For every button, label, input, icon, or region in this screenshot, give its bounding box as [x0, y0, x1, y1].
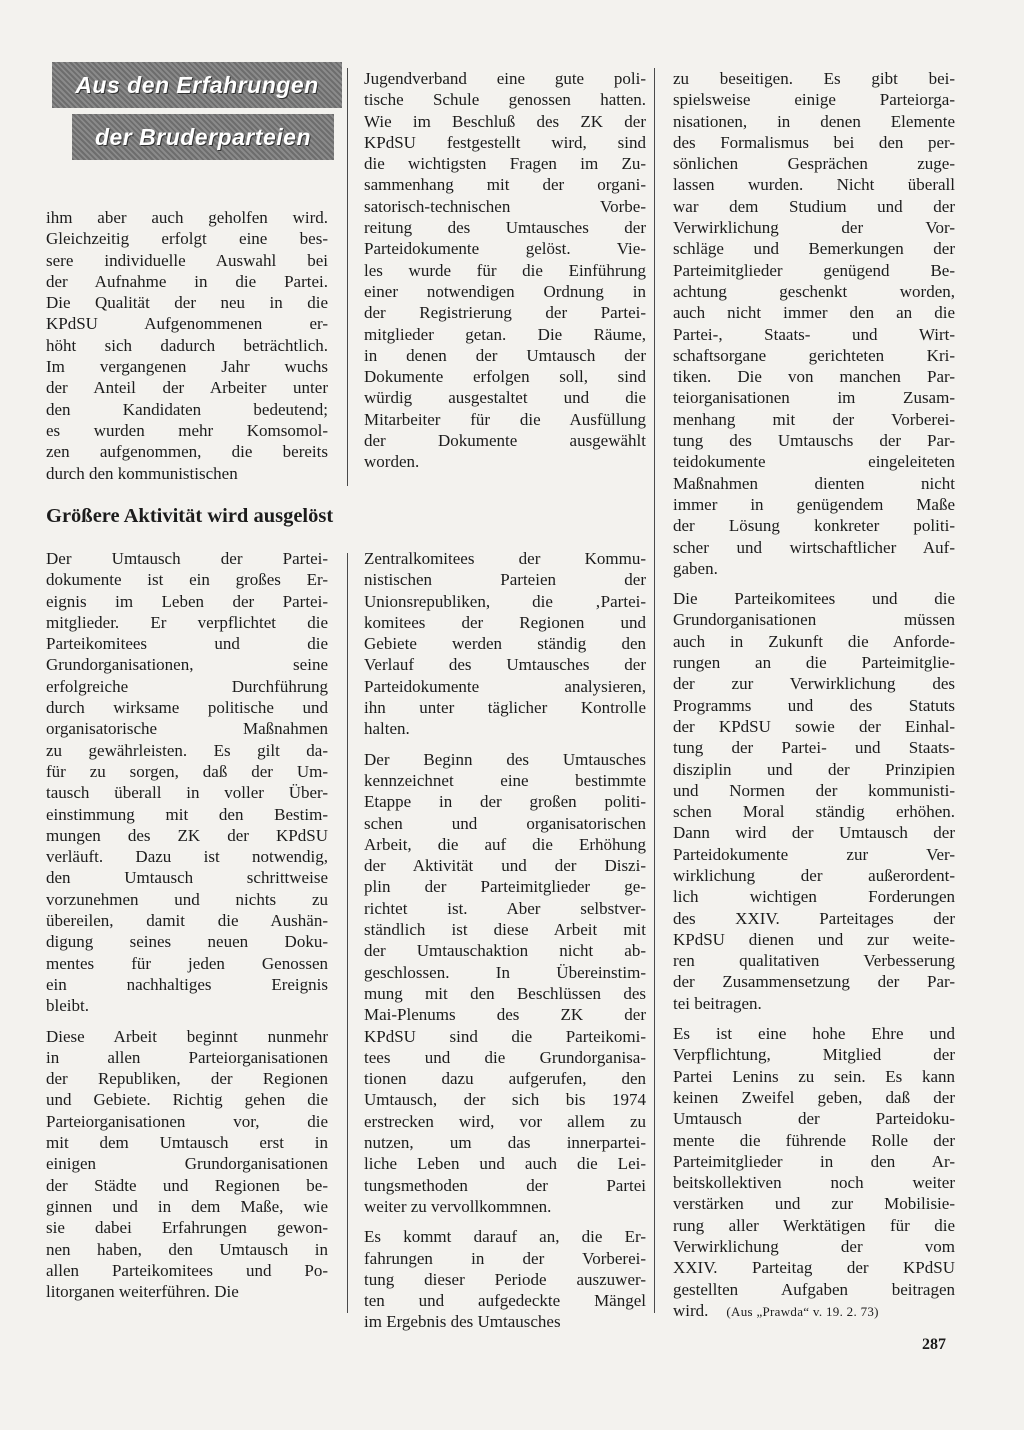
text-line: gaben.: [673, 558, 718, 578]
text-line: der Registrierung der Partei-: [364, 303, 646, 323]
text-line: ihm aber auch geholfen wird.: [46, 208, 328, 227]
text-line: Parteidokumente analysieren,: [364, 676, 646, 696]
text-line: tionen dazu aufgerufen, den: [364, 1069, 646, 1089]
text-line: Verwirklichung der Vor-: [673, 218, 955, 238]
text-line: Programms und des Statuts: [673, 695, 955, 715]
text-line: satorisch-technischen Vorbe-: [364, 196, 646, 216]
text-line: Der Beginn des Umtausches: [364, 749, 646, 769]
text-line: im Ergebnis des Umtausches: [364, 1312, 561, 1332]
text-line: Parteidokumente gelöst. Vie-: [364, 239, 646, 259]
paragraph: [364, 1226, 646, 1332]
right-column: [673, 68, 955, 1331]
text-line: tungsmethoden der Partei: [364, 1175, 646, 1195]
text-line: ein nachhaltiges Ereignis: [46, 974, 328, 994]
column-divider: [347, 553, 348, 1313]
text-line: Die Qualität der neu in die: [46, 293, 328, 313]
text-line: Verpflichtung, Mitglied der: [673, 1045, 955, 1065]
text-line: Die Parteikomitees und die: [673, 589, 955, 609]
text-line: sie dabei Erfahrungen gewon-: [46, 1218, 328, 1238]
text-line: nutzen, um das innerpartei-: [364, 1133, 646, 1153]
text-line: allen Parteikomitees und Po-: [46, 1260, 328, 1280]
text-line: in allen Parteiorganisationen: [46, 1047, 328, 1067]
text-line: tausch überall in voller Über-: [46, 783, 328, 803]
text-line: Umtausch der Parteidoku-: [673, 1109, 955, 1129]
text-line: nisationen, in denen Elemente: [673, 111, 955, 131]
paragraph: [673, 68, 955, 579]
text-line: kennzeichnet eine bestimmte: [364, 770, 646, 790]
text-line: beitskollektiven noch weiter: [673, 1173, 955, 1193]
text-line: ren qualitativen Verbesserung: [673, 951, 955, 971]
text-line: sammenhang mit der organi-: [364, 175, 646, 195]
text-line: Diese Arbeit beginnt nunmehr: [46, 1026, 328, 1046]
text-line: litorganen weiterführen. Die: [46, 1282, 239, 1302]
top-column-1: [46, 207, 328, 484]
text-line: komitees der Regionen und: [364, 612, 646, 632]
text-line: KPdSU Aufgenommenen er-: [46, 314, 328, 334]
text-line: bleibt.: [46, 996, 89, 1016]
text-line: Partei Lenins zu sein. Es kann: [673, 1066, 955, 1086]
text-line: Partei-, Staats- und Wirt-: [673, 324, 955, 344]
text-line: lassen wurden. Nicht überall: [673, 175, 955, 195]
text-line: zu beseitigen. Es gibt bei-: [673, 69, 955, 88]
text-line: spielsweise einige Parteiorga-: [673, 90, 955, 110]
page-number: 287: [922, 1336, 946, 1353]
text-line: tees und die Grundorganisa-: [364, 1047, 646, 1067]
text-line: übereilen, damit die Aushän-: [46, 911, 328, 931]
text-line: Es ist eine hohe Ehre und: [673, 1024, 955, 1044]
column-divider: [347, 68, 348, 486]
text-line: worden.: [364, 452, 420, 472]
text-line: nistischen Parteien der: [364, 570, 646, 590]
text-line: ginnen und in dem Maße, wie: [46, 1196, 328, 1216]
paragraph: [364, 749, 646, 1218]
text-line: Im vergangenen Jahr wuchs: [46, 357, 328, 377]
text-line: Unionsrepubliken, die ‚Partei-: [364, 591, 646, 611]
text-line: reitung des Umtausches der: [364, 218, 646, 238]
text-line: gestellten Aufgaben beitragen: [673, 1279, 955, 1299]
text-line: tiken. Die von manchen Par-: [673, 367, 955, 387]
text-line: wird. (Aus „Prawda“ v. 19. 2. 73): [673, 1300, 879, 1320]
top-column-2: [364, 68, 646, 473]
text-line: schläge und Bemerkungen der: [673, 239, 955, 259]
paragraph: [364, 548, 646, 740]
text-line: keinen Zweifel geben, daß der: [673, 1087, 955, 1107]
text-line: Parteimitglieder in den Ar-: [673, 1151, 955, 1171]
text-line: rung aller Werktätigen für die: [673, 1215, 955, 1235]
text-line: zen aufgenommen, die bereits: [46, 442, 328, 462]
text-line: Dokumente erfolgen soll, sind: [364, 367, 646, 387]
text-line: Grundorganisationen, seine: [46, 655, 328, 675]
text-line: mitglieder getan. Die Räume,: [364, 324, 646, 344]
text-line: mente die führende Rolle der: [673, 1130, 955, 1150]
text-line: tung der Partei- und Staats-: [673, 738, 955, 758]
section-banner-line1: [52, 62, 342, 108]
text-line: und Gebiete. Richtig gehen die: [46, 1090, 328, 1110]
text-line: Etappe in der großen politi-: [364, 792, 646, 812]
text-line: tung dieser Periode auszuwer-: [364, 1269, 646, 1289]
banner-text-1: Aus den Erfahrungen: [75, 71, 319, 98]
text-line: immer in genügendem Maße: [673, 494, 955, 514]
text-line: les wurde für die Einführung: [364, 260, 646, 280]
text-line: verstärken und zur Mobilisie-: [673, 1194, 955, 1214]
text-line: menhang mit der Vorberei-: [673, 409, 955, 429]
text-line: teiorganisationen im Zusam-: [673, 388, 955, 408]
text-line: mit dem Umtausch erst in: [46, 1133, 328, 1153]
text-line: Mai-Plenums des ZK der: [364, 1005, 646, 1025]
text-line: ten und aufgedeckte Mängel: [364, 1291, 646, 1311]
bottom-column-2: [364, 548, 646, 1342]
text-line: war dem Studium und der: [673, 196, 955, 216]
text-line: Jugendverband eine gute poli-: [364, 69, 646, 88]
text-line: Parteimitglieder genügend Be-: [673, 260, 955, 280]
text-line: die wichtigsten Fragen im Zu-: [364, 154, 646, 174]
text-line: der Lösung konkreter politi-: [673, 516, 955, 536]
text-line: Umtausch, der sich bis 1974: [364, 1090, 646, 1110]
text-line: achtung geschenkt worden,: [673, 281, 955, 301]
text-line: KPdSU festgestellt wird, sind: [364, 132, 646, 152]
text-line: weiter zu vervollkommnen.: [364, 1196, 552, 1216]
text-line: zu gewährleisten. Es gilt da-: [46, 740, 328, 760]
text-line: mung mit den Beschlüssen des: [364, 983, 646, 1003]
text-line: Dann wird der Umtausch der: [673, 823, 955, 843]
text-line: KPdSU dienen und zur weite-: [673, 929, 955, 949]
text-line: erstrecken wird, vor allem zu: [364, 1111, 646, 1131]
text-line: teidokumente eingeleiteten: [673, 452, 955, 472]
section-banner-line2: [72, 114, 334, 160]
text-line: einigen Grundorganisationen: [46, 1154, 328, 1174]
text-line: den Kandidaten bedeutend;: [46, 399, 328, 419]
text-line: organisatorische Maßnahmen: [46, 719, 328, 739]
text-line: der Anteil der Arbeiter unter: [46, 378, 328, 398]
text-line: Grundorganisationen müssen: [673, 610, 955, 630]
text-line: Gleichzeitig erfolgt eine bes-: [46, 229, 328, 249]
text-line: disziplin und der Prinzipien: [673, 759, 955, 779]
text-line: halten.: [364, 719, 410, 739]
text-line: des XXIV. Parteitages der: [673, 908, 955, 928]
text-line: es wurden mehr Komsomol-: [46, 420, 328, 440]
text-line: tische Schule genossen hatten.: [364, 90, 646, 110]
text-line: der Aufnahme in die Partei.: [46, 271, 328, 291]
text-line: in denen der Umtausch der: [364, 345, 646, 365]
text-line: ihn unter täglicher Kontrolle: [364, 698, 646, 718]
text-line: für zu sorgen, daß der Um-: [46, 761, 328, 781]
text-line: Gebiete werden ständig den: [364, 634, 646, 654]
text-line: Mitarbeiter für die Ausfüllung: [364, 409, 646, 429]
text-line: Verlauf des Umtausches der: [364, 655, 646, 675]
text-line: wirklichung der außerordent-: [673, 865, 955, 885]
text-line: schen und organisatorischen: [364, 813, 646, 833]
text-line: verläuft. Dazu ist notwendig,: [46, 847, 328, 867]
text-line: schaftsorgane gerichteten Kri-: [673, 345, 955, 365]
text-line: der Republiken, der Regionen: [46, 1069, 328, 1089]
text-line: höht sich dadurch beträchtlich.: [46, 335, 328, 355]
banner-text-2: der Bruderparteien: [94, 123, 312, 150]
text-line: auch in Zukunft die Anforde-: [673, 631, 955, 651]
paragraph: [46, 1026, 328, 1303]
text-line: mitglieder. Er verpflichtet die: [46, 612, 328, 632]
text-line: scher und wirtschaftlicher Auf-: [673, 537, 955, 557]
paragraph: [673, 588, 955, 1014]
text-line: der Aktivität und der Diszi-: [364, 856, 646, 876]
text-line: durch den kommunistischen: [46, 463, 238, 483]
text-line: den Umtausch schrittweise: [46, 868, 328, 888]
text-line: der Dokumente ausgewählt: [364, 431, 646, 451]
text-line: eignis im Leben der Partei-: [46, 591, 328, 611]
text-line: tung des Umtauschs der Par-: [673, 431, 955, 451]
text-line: Der Umtausch der Partei-: [46, 549, 328, 568]
text-line: geschlossen. In Übereinstim-: [364, 962, 646, 982]
text-line: Maßnahmen dienten nicht: [673, 473, 955, 493]
text-line: Parteikomitees und die: [46, 634, 328, 654]
column-divider: [654, 68, 655, 1313]
text-line: KPdSU sind die Parteikomi-: [364, 1026, 646, 1046]
text-line: Parteiorganisationen vor, die: [46, 1111, 328, 1131]
source-note: (Aus „Prawda“ v. 19. 2. 73): [726, 1303, 879, 1319]
text-line: der Städte und Regionen be-: [46, 1175, 328, 1195]
text-line: fahrungen in der Vorberei-: [364, 1248, 646, 1268]
text-line: mungen des ZK der KPdSU: [46, 825, 328, 845]
text-line: des Formalismus bei den per-: [673, 132, 955, 152]
text-line: einer notwendigen Ordnung in: [364, 281, 646, 301]
text-line: Parteidokumente zur Ver-: [673, 844, 955, 864]
bottom-column-1: [46, 548, 328, 1311]
paragraph: [46, 548, 328, 1017]
text-line: und Normen der kommunisti-: [673, 780, 955, 800]
text-line: der Umtauschaktion nicht ab-: [364, 941, 646, 961]
text-line: digung seines neuen Doku-: [46, 932, 328, 952]
text-line: liche Leben und auch die Lei-: [364, 1154, 646, 1174]
text-line: dokumente ist ein großes Er-: [46, 570, 328, 590]
text-line: rungen an die Parteimitglie-: [673, 653, 955, 673]
text-line: Es kommt darauf an, die Er-: [364, 1227, 646, 1247]
text-line: tei beitragen.: [673, 993, 762, 1013]
text-line: Wie im Beschluß des ZK der: [364, 111, 646, 131]
text-line: der Zusammensetzung der Par-: [673, 972, 955, 992]
text-line: der KPdSU sowie der Einhal-: [673, 716, 955, 736]
text-line: lich wichtigen Forderungen: [673, 887, 955, 907]
text-line: richtet ist. Aber selbstver-: [364, 898, 646, 918]
text-line: plin der Parteimitglieder ge-: [364, 877, 646, 897]
text-line: XXIV. Parteitag der KPdSU: [673, 1258, 955, 1278]
text-line: ständlich ist diese Arbeit mit: [364, 920, 646, 940]
text-line: erfolgreiche Durchführung: [46, 676, 328, 696]
section-heading: Größere Aktivität wird ausgelöst: [46, 505, 334, 527]
text-line: der zur Verwirklichung des: [673, 674, 955, 694]
text-line: sere individuelle Auswahl bei: [46, 250, 328, 270]
text-line: schen Moral ständig erhöhen.: [673, 802, 955, 822]
paragraph: [673, 1023, 955, 1322]
text-line: durch wirksame politische und: [46, 698, 328, 718]
text-line: einstimmung mit den Bestim-: [46, 804, 328, 824]
text-line: auch nicht immer den an die: [673, 303, 955, 323]
text-line: Zentralkomitees der Kommu-: [364, 549, 646, 568]
text-line: mentes für jeden Genossen: [46, 953, 328, 973]
text-line: vorzunehmen und nichts zu: [46, 889, 328, 909]
text-line: Arbeit, die auf die Erhöhung: [364, 834, 646, 854]
text-line: würdig ausgestaltet und die: [364, 388, 646, 408]
text-line: sönlichen Gesprächen zuge-: [673, 154, 955, 174]
text-line: Verwirklichung der vom: [673, 1237, 955, 1257]
text-line: nen haben, den Umtausch in: [46, 1239, 328, 1259]
